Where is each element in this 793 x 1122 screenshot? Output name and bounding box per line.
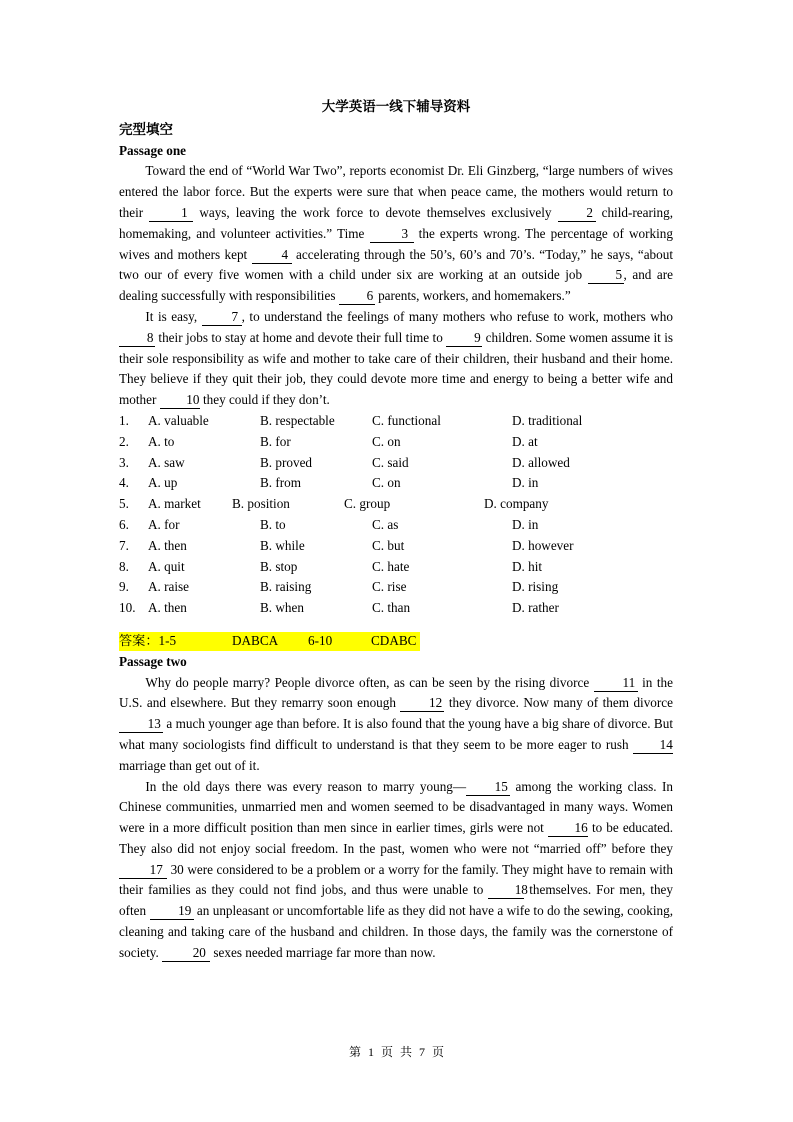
section-title: 完型填空: [119, 121, 173, 137]
blank-14: 14: [633, 737, 673, 754]
blank-18: 18: [488, 882, 524, 899]
blank-20: 20: [162, 945, 210, 962]
blank-8: 8: [119, 330, 155, 347]
blank-7: 7: [202, 309, 242, 326]
document-title: 大学英语一线下辅导资料: [321, 99, 471, 114]
blank-9: 9: [446, 330, 482, 347]
passage-two-paragraph-2: In the old days there was every reason to marry young— 15 among the working class. In Chinese communities, unmarried men and women seemed to be disadvantaged in many ways. Women were in a more difficult position than men since in earlier times, girls were not 16 to be educated. They also did not enjoy social freedom. In the past, women who were not “married off” before they 17 30 were considered to be a problem or a worry for the family. They might have to remain with their families as they could not find jobs, and thus were unable to 18 themselves. For men, they often 19 an unpleasant or uncomfortable life as they did not have a wife to do the sewing, cooking, cleaning and taking care of the husband and children. In those days, the family was the cornerstone of society. 20 sexes needed marriage far more than now.: [119, 778, 673, 960]
blank-2: 2: [558, 205, 596, 222]
option-row: 4. A. up B. from C. on D. in: [119, 475, 539, 491]
blank-6: 6: [339, 288, 375, 305]
passage-one-paragraph-1: Toward the end of “World War Two”, reports economist Dr. Eli Ginzberg, “large numbers of wives entered the labor force. But the experts were sure that when peace came, the mothers would return to their 1 ways, leaving the work force to devote themselves exclusively 2 child-rearing, homemaking, and volunteer activities.” Time 3 the experts wrong. The percentage of working wives and mothers kept 4 accelerating through the 50’s, 60’s and 70’s. “Today,” he says, “about two our of every five women with a child under six are working at an outside job 5 , and are dealing successfully with responsibilities 6 parents, workers, and homemakers.”: [119, 163, 673, 304]
page-footer: 第 1 页 共 7 页: [348, 1045, 445, 1059]
blank-19: 19: [150, 903, 194, 920]
current-page-number: 1: [367, 1045, 374, 1059]
passage-two-heading: Passage two: [119, 653, 187, 669]
blank-13: 13: [119, 716, 163, 733]
answer-label: 答案：1-5: [119, 632, 177, 648]
option-row: 10. A. then B. when C. than D. rather: [119, 600, 559, 616]
passage-one-heading: Passage one: [119, 142, 187, 158]
blank-11: 11: [594, 675, 638, 692]
option-row: 9. A. raise B. raising C. rise D. rising: [119, 579, 559, 595]
blank-5: 5: [588, 267, 624, 284]
answer-range-2: 6-10: [308, 632, 333, 648]
answer-1-5: DABCA: [232, 632, 279, 648]
answer-key: [119, 631, 673, 652]
option-row: 6. A. for B. to C. as D. in: [119, 516, 539, 532]
blank-16: 16: [548, 820, 588, 837]
option-row: 3. A. saw B. proved C. said D. allowed: [119, 454, 570, 470]
blank-10: 10: [160, 392, 200, 409]
option-row: 5. A. market B. position C. group D. company: [119, 496, 549, 512]
blank-1: 1: [149, 205, 193, 222]
option-row: 8. A. quit B. stop C. hate D. hit: [119, 558, 543, 574]
blank-4: 4: [252, 247, 292, 264]
options-list: [119, 411, 673, 619]
blank-15: 15: [466, 779, 510, 796]
blank-17: 17: [119, 862, 167, 879]
option-row: 7. A. then B. while C. but D. however: [119, 537, 574, 553]
total-pages: 7: [419, 1045, 426, 1059]
blank-3: 3: [370, 226, 414, 243]
passage-two-paragraph-1: Why do people marry? People divorce often, as can be seen by the rising divorce 11 in the U.S. and elsewhere. But they remarry soon enough 12 they divorce. Now many of them divorce 13 a much younger age than before. It is also found that the young have a big share of divorce. But what many sociologists find difficult to understand is that they seem to be more eager to rush 14 marriage than get out of it.: [119, 674, 673, 773]
document-page: [119, 97, 673, 964]
answer-6-10: CDABC: [371, 632, 417, 648]
option-row: 1. A. valuable B. respectable C. functional D. traditional: [119, 412, 583, 428]
blank-12: 12: [400, 695, 444, 712]
option-row: 2. A. to B. for C. on D. at: [119, 433, 538, 449]
passage-one-paragraph-2: It is easy, 7 , to understand the feelings of many mothers who refuse to work, mothers who 8 their jobs to stay at home and devote their full time to 9 children. Some women assume it is their sole responsibility as wife and mother to take care of their children, their husband and their home. They believe if they quit their job, they could devote more time and energy to being a better wife and mother 10 they could if they don’t.: [119, 308, 673, 408]
